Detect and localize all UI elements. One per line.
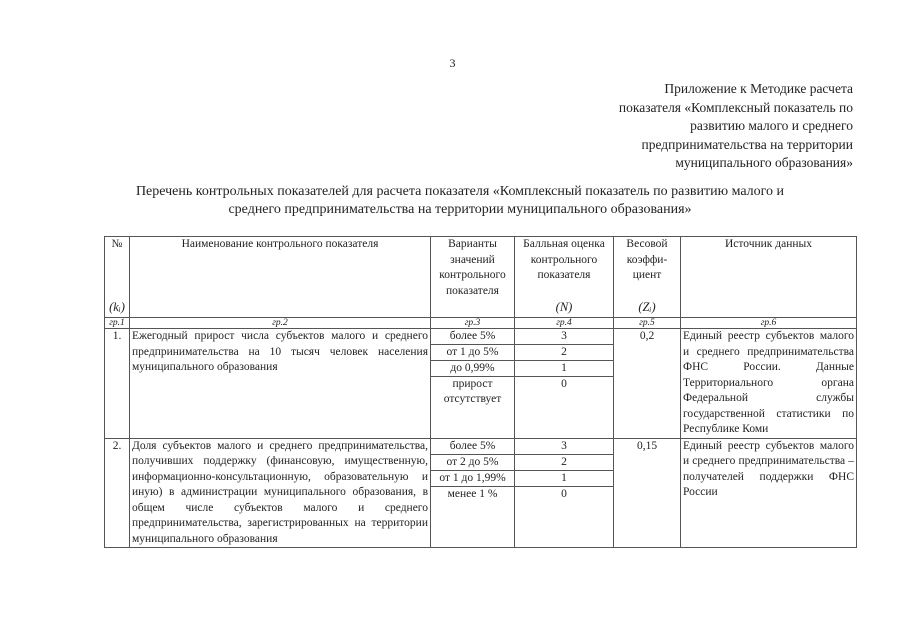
score-value: 2 (515, 455, 613, 471)
data-source: Единый реестр субъектов малого и среднего предпринимательства – получателей поддержки ФНС России (681, 438, 857, 548)
header-score (515, 237, 614, 318)
page-number: 3 (449, 56, 456, 70)
score-value: 3 (515, 329, 613, 345)
header-weight (614, 237, 681, 318)
variant-value: от 2 до 5% (431, 455, 514, 471)
appendix-line: предпринимательства на территории (641, 136, 853, 152)
scores-cell (515, 438, 614, 548)
data-source: Единый реестр субъектов малого и среднего предпринимательства ФНС России. Данные Территориального органа Федеральной службы государственной статистики по Республике Коми (681, 329, 857, 439)
appendix-line: Приложение к Методике расчета (664, 81, 853, 96)
header-num-symbol: (kᵢ) (109, 299, 125, 314)
document-title (60, 183, 860, 219)
header-score-label: Балльная оценка контрольного показателя (523, 238, 605, 281)
variant-value: более 5% (431, 329, 514, 345)
variant-value: от 1 до 5% (431, 345, 514, 361)
row-number: 2. (105, 438, 130, 548)
header-num (105, 237, 130, 318)
group-cell: гр.6 (681, 318, 857, 329)
variant-value: менее 1 % (447, 487, 498, 500)
score-value: 1 (515, 471, 613, 487)
score-value: 0 (561, 378, 567, 390)
header-row (105, 237, 857, 318)
group-cell: гр.3 (431, 318, 515, 329)
score-value: 2 (515, 345, 613, 361)
variant-value: до 0,99% (431, 361, 514, 377)
table-row (105, 329, 857, 439)
weight-value: 0,2 (614, 329, 681, 439)
indicators-table (104, 236, 857, 548)
scores-cell (515, 329, 614, 439)
variants-cell (431, 438, 515, 548)
appendix-note (619, 80, 853, 173)
row-number: 1. (105, 329, 130, 439)
header-num-label: № (111, 238, 123, 250)
table-row (105, 438, 857, 548)
title-line: среднего предпринимательства на территории муниципального образования» (228, 202, 692, 217)
variants-cell (431, 329, 515, 439)
title-line: Перечень контрольных показателей для расчета показателя «Комплексный показатель по развитию малого и (135, 184, 785, 199)
group-cell: гр.1 (105, 318, 130, 329)
score-value: 0 (561, 487, 567, 500)
indicator-name: Доля субъектов малого и среднего предпринимательства, получивших поддержку (финансовую, имущественную, информационно-консультационную, образовательную и иную) в администрации муниципального образования, в общем числе субъектов малого и среднего предпринимательства, зарегистрированных на территории муниципального образования (130, 438, 431, 548)
variant-value: более 5% (431, 439, 514, 455)
appendix-line: показателя «Комплексный показатель по (618, 99, 853, 115)
appendix-line: муниципального образования» (675, 155, 853, 170)
score-value: 1 (515, 361, 613, 377)
indicator-name: Ежегодный прирост числа субъектов малого и среднего предпринимательства на 10 тысяч человек населения муниципального образования (130, 329, 431, 439)
group-cell: гр.4 (515, 318, 614, 329)
header-weight-symbol: (Zᵢ) (638, 299, 656, 314)
variant-value: от 1 до 1,99% (431, 471, 514, 487)
header-variants: Варианты значений контрольного показателя (431, 237, 515, 318)
weight-value: 0,15 (614, 438, 681, 548)
header-score-symbol: (N) (555, 299, 573, 314)
score-value: 3 (515, 439, 613, 455)
group-cell: гр.5 (614, 318, 681, 329)
variant-value: прирост отсутствует (443, 378, 502, 405)
group-cell: гр.2 (130, 318, 431, 329)
header-weight-label: Весовой коэффи-циент (626, 238, 668, 281)
appendix-line: развитию малого и среднего (690, 118, 853, 133)
header-source: Источник данных (681, 237, 857, 318)
header-name: Наименование контрольного показателя (130, 237, 431, 318)
group-row (105, 318, 857, 329)
